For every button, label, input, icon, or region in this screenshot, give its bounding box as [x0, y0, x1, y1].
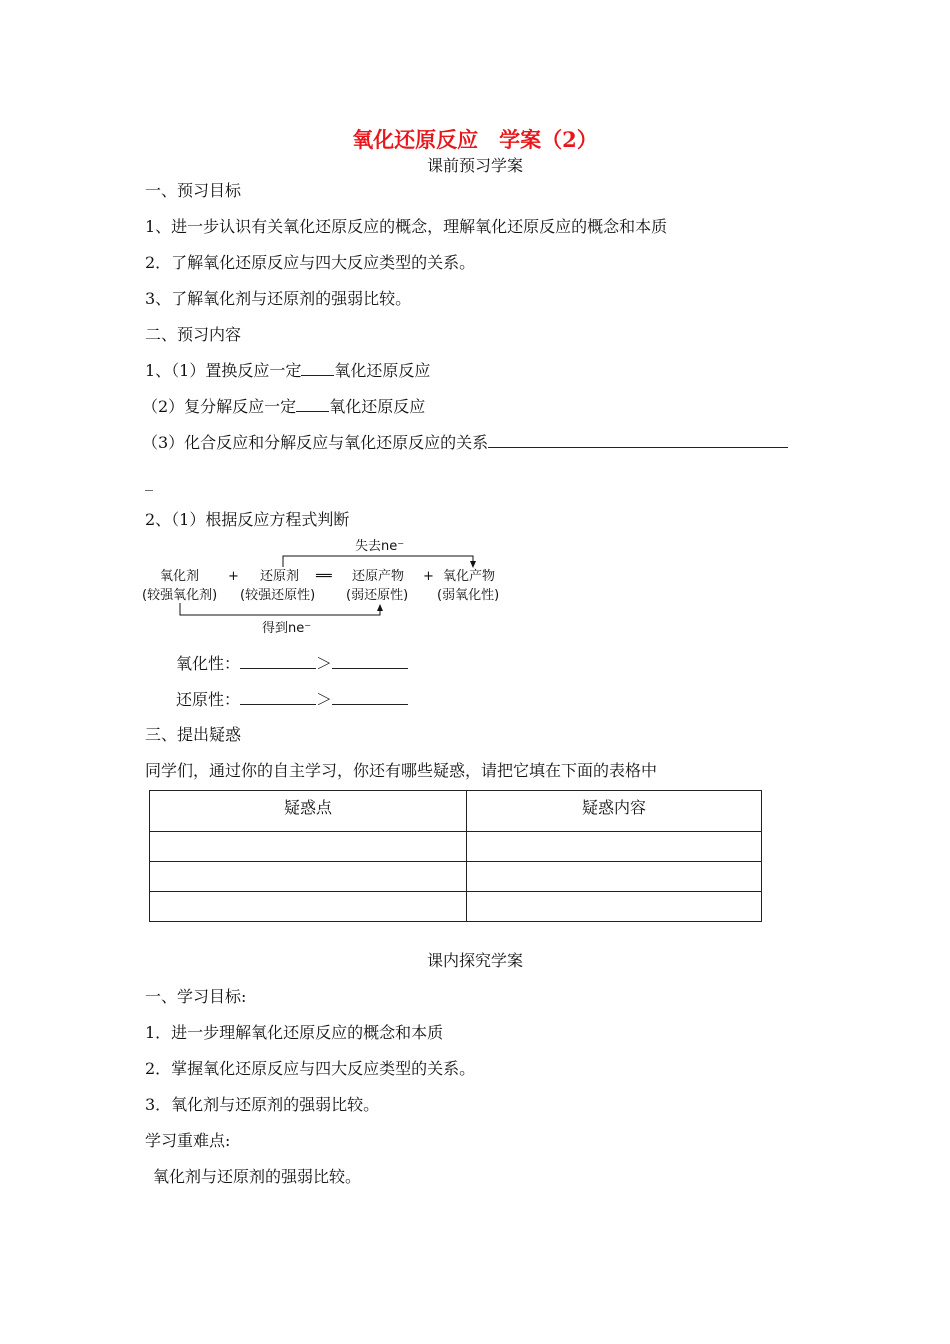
question-1c-prefix: （3）化合反应和分解反应与氧化还原反应的关系 — [142, 433, 489, 452]
in-class-goal-1: 1．进一步理解氧化还原反应的概念和本质 — [145, 1023, 444, 1042]
reduction-product-note: (弱还原性) — [346, 588, 409, 603]
document-title: 氧化还原反应 学案（2） — [352, 127, 598, 152]
table-row — [150, 862, 762, 892]
reductant-note: (较强还原性) — [240, 588, 316, 603]
greater-than-sign: ＞ — [316, 690, 333, 709]
question-1a-suffix: 氧化还原反应 — [334, 361, 431, 380]
pre-goals-heading: 一、预习目标 — [145, 181, 242, 200]
table-row — [150, 892, 762, 922]
reduction-product-label: 还原产物 — [352, 569, 405, 584]
redox-diagram — [140, 535, 520, 645]
question-1c-tail: _ — [145, 472, 153, 491]
answer-blank[interactable] — [240, 654, 316, 669]
gain-electrons-arrow — [180, 603, 380, 615]
doubt-intro: 同学们，通过你的自主学习，你还有哪些疑惑，请把它填在下面的表格中 — [145, 761, 658, 780]
table-cell[interactable] — [467, 832, 762, 862]
oxidizing-compare — [176, 651, 408, 674]
oxidant-note: (较强氧化剂) — [142, 588, 218, 603]
answer-blank[interactable] — [332, 654, 408, 669]
lose-electrons-arrow — [283, 556, 473, 567]
table-cell[interactable] — [150, 832, 467, 862]
doubt-heading: 三、提出疑惑 — [145, 725, 242, 744]
question-2: 2、（1）根据反应方程式判断 — [145, 510, 350, 529]
answer-blank[interactable] — [240, 690, 316, 705]
in-class-heading: 课内探究学案 — [426, 951, 523, 970]
question-1b-prefix: （2）复分解反应一定 — [142, 397, 297, 416]
question-1a — [145, 358, 430, 381]
plus-sign: + — [228, 569, 239, 584]
table-header-doubt-point: 疑惑点 — [150, 791, 467, 832]
reductant-label: 还原剂 — [260, 569, 300, 584]
pre-goal-3: 3、了解氧化剂与还原剂的强弱比较。 — [145, 289, 412, 308]
pre-class-heading: 课前预习学案 — [426, 156, 523, 175]
equals-sign: ══ — [316, 569, 332, 584]
table-header-row — [150, 791, 762, 832]
table-cell[interactable] — [467, 862, 762, 892]
in-class-goal-3: 3．氧化剂与还原剂的强弱比较。 — [145, 1095, 380, 1114]
table-row — [150, 832, 762, 862]
gain-electrons-label: 得到ne⁻ — [262, 621, 312, 636]
greater-than-sign: ＞ — [316, 654, 333, 673]
question-1c — [142, 430, 788, 453]
plus-sign: + — [423, 569, 434, 584]
table-header-doubt-content: 疑惑内容 — [467, 791, 762, 832]
key-points-heading: 学习重难点: — [145, 1131, 231, 1150]
answer-blank[interactable] — [296, 397, 329, 412]
lose-electrons-label: 失去ne⁻ — [355, 539, 405, 554]
oxidant-label: 氧化剂 — [160, 569, 200, 584]
reducing-label: 还原性： — [176, 690, 241, 709]
question-1b — [142, 394, 425, 417]
oxidation-product-note: (弱氧化性) — [437, 588, 500, 603]
answer-blank[interactable] — [301, 361, 334, 376]
question-1a-prefix: 1、（1）置换反应一定 — [145, 361, 302, 380]
table-cell[interactable] — [467, 892, 762, 922]
in-class-goal-2: 2．掌握氧化还原反应与四大反应类型的关系。 — [145, 1059, 476, 1078]
pre-goal-2: 2．了解氧化还原反应与四大反应类型的关系。 — [145, 253, 476, 272]
table-cell[interactable] — [150, 892, 467, 922]
pre-goal-1: 1、进一步认识有关氧化还原反应的概念，理解氧化还原反应的概念和本质 — [145, 217, 668, 236]
reducing-compare — [176, 687, 408, 710]
in-class-goals-heading: 一、学习目标: — [145, 987, 247, 1006]
answer-blank[interactable] — [332, 690, 408, 705]
pre-content-heading: 二、预习内容 — [145, 325, 242, 344]
table-cell[interactable] — [150, 862, 467, 892]
key-point: 氧化剂与还原剂的强弱比较。 — [153, 1167, 362, 1186]
question-1b-suffix: 氧化还原反应 — [329, 397, 426, 416]
oxidation-product-label: 氧化产物 — [443, 569, 496, 584]
doubt-table — [149, 790, 762, 922]
oxidizing-label: 氧化性： — [176, 654, 241, 673]
answer-blank[interactable] — [488, 433, 788, 448]
